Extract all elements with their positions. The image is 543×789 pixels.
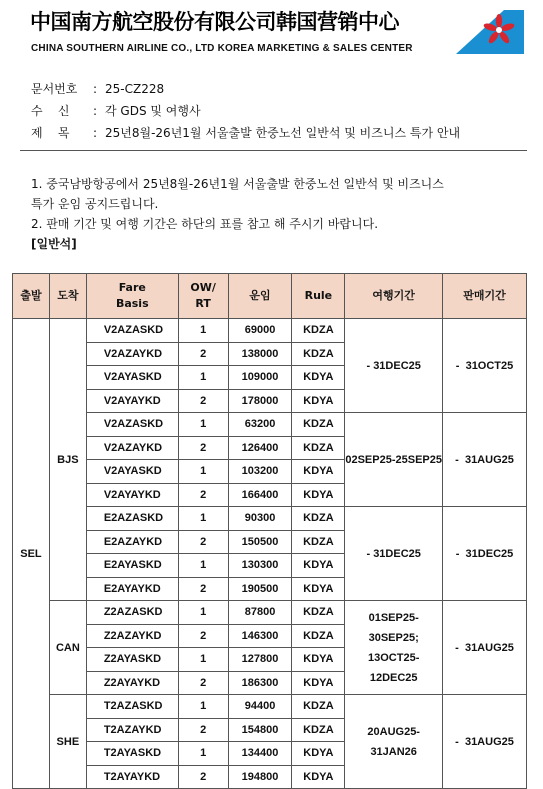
rule-cell: KDYA <box>292 671 345 695</box>
ow-rt-cell: 2 <box>178 577 228 601</box>
fare-amount-cell: 63200 <box>228 413 292 437</box>
fare-basis-cell: Z2AZAYKD <box>86 624 178 648</box>
ow-rt-cell: 2 <box>178 483 228 507</box>
travel-period-line: 13OCT25-12DEC25 <box>368 651 420 684</box>
ow-rt-cell: 2 <box>178 718 228 742</box>
fare-basis-cell: Z2AZASKD <box>86 601 178 625</box>
fare-basis-cell: V2AYASKD <box>86 460 178 484</box>
header-rule: Rule <box>292 274 345 319</box>
fare-amount-cell: 87800 <box>228 601 292 625</box>
fare-row <box>13 601 527 625</box>
fare-row <box>13 319 527 343</box>
rule-cell: KDZA <box>292 601 345 625</box>
fare-amount-cell: 103200 <box>228 460 292 484</box>
fare-amount-cell: 109000 <box>228 366 292 390</box>
letterhead <box>0 0 543 60</box>
fare-table <box>12 273 527 789</box>
fare-basis-cell: V2AZASKD <box>86 319 178 343</box>
destination-cell: SHE <box>49 695 86 789</box>
origin-cell: SEL <box>13 319 50 789</box>
travel-period-line: - 31DEC25 <box>366 547 421 560</box>
ow-rt-cell: 1 <box>178 507 228 531</box>
recipient-row <box>31 100 460 122</box>
ow-rt-cell: 2 <box>178 436 228 460</box>
rule-cell: KDYA <box>292 765 345 789</box>
company-title-chinese: 中国南方航空股份有限公司韩国营销中心 <box>30 10 399 34</box>
destination-cell: BJS <box>49 319 86 601</box>
header-sales-period: 판매기간 <box>443 274 527 319</box>
rule-cell: KDYA <box>292 483 345 507</box>
fare-basis-cell: T2AYAYKD <box>86 765 178 789</box>
fare-basis-cell: T2AYASKD <box>86 742 178 766</box>
fare-row <box>13 695 527 719</box>
meta-separator: : <box>93 126 98 140</box>
ow-rt-cell: 1 <box>178 742 228 766</box>
fare-amount-cell: 190500 <box>228 577 292 601</box>
sales-period-cell: - 31DEC25 <box>443 507 527 601</box>
rule-cell: KDYA <box>292 742 345 766</box>
rule-cell: KDYA <box>292 460 345 484</box>
fare-amount-cell: 186300 <box>228 671 292 695</box>
section-heading: [일반석] <box>31 237 77 251</box>
sales-period-cell: - 31OCT25 <box>443 319 527 413</box>
fare-basis-cell: E2AZASKD <box>86 507 178 531</box>
ow-rt-cell: 1 <box>178 460 228 484</box>
ow-rt-cell: 2 <box>178 530 228 554</box>
fare-amount-cell: 90300 <box>228 507 292 531</box>
rule-cell: KDZA <box>292 718 345 742</box>
header-fare-basis: Fare Basis <box>86 274 178 319</box>
recipient-label: 수 신 <box>31 104 70 118</box>
travel-period-line: - 31DEC25 <box>366 359 421 372</box>
destination-cell: CAN <box>49 601 86 695</box>
ow-rt-cell: 1 <box>178 366 228 390</box>
travel-period-line: 01SEP25-30SEP25; <box>368 611 419 644</box>
rule-cell: KDZA <box>292 695 345 719</box>
sales-period-cell: - 31AUG25 <box>443 601 527 695</box>
ow-rt-cell: 2 <box>178 765 228 789</box>
notice-line-3: 2. 판매 기간 및 여행 기간은 하단의 표를 참고 해 주시기 바랍니다. <box>31 217 379 231</box>
rule-cell: KDYA <box>292 389 345 413</box>
travel-period-cell <box>345 413 443 507</box>
ow-rt-cell: 2 <box>178 624 228 648</box>
rule-cell: KDZA <box>292 342 345 366</box>
notice-body <box>31 174 444 254</box>
subject-label: 제 목 <box>31 126 70 140</box>
company-title-english: CHINA SOUTHERN AIRLINE CO., LTD KOREA MARKETING & SALES CENTER <box>31 43 413 54</box>
fare-amount-cell: 69000 <box>228 319 292 343</box>
rule-cell: KDZA <box>292 624 345 648</box>
rule-cell: KDZA <box>292 436 345 460</box>
kapok-flower-logo-icon <box>452 8 526 56</box>
travel-period-cell <box>345 601 443 695</box>
ow-rt-cell: 2 <box>178 389 228 413</box>
fare-row <box>13 507 527 531</box>
fare-basis-cell: V2AZAYKD <box>86 436 178 460</box>
ow-rt-cell: 1 <box>178 695 228 719</box>
fare-basis-cell: V2AYASKD <box>86 366 178 390</box>
fare-amount-cell: 154800 <box>228 718 292 742</box>
fare-amount-cell: 178000 <box>228 389 292 413</box>
header-ow-rt: OW/ RT <box>178 274 228 319</box>
divider-line <box>20 150 527 151</box>
header-fare: 운임 <box>228 274 292 319</box>
fare-basis-cell: V2AZAYKD <box>86 342 178 366</box>
fare-basis-cell: E2AYAYKD <box>86 577 178 601</box>
notice-line-1: 1. 중국남방항공에서 25년8월-26년1월 서울출발 한중노선 일반석 및 비즈니스 <box>31 177 444 191</box>
ow-rt-cell: 1 <box>178 319 228 343</box>
travel-period-line: 02SEP25-25SEP25 <box>345 453 442 466</box>
rule-cell: KDYA <box>292 648 345 672</box>
travel-period-cell <box>345 319 443 413</box>
fare-amount-cell: 194800 <box>228 765 292 789</box>
header-origin: 출발 <box>13 274 50 319</box>
rule-cell: KDYA <box>292 577 345 601</box>
fare-basis-cell: T2AZAYKD <box>86 718 178 742</box>
rule-cell: KDYA <box>292 366 345 390</box>
sales-period-cell: - 31AUG25 <box>443 695 527 789</box>
subject-value: 25년8월-26년1월 서울출발 한중노선 일반석 및 비즈니스 특가 안내 <box>105 126 461 140</box>
travel-period-cell <box>345 695 443 789</box>
header-travel-period: 여행기간 <box>345 274 443 319</box>
fare-basis-cell: T2AZASKD <box>86 695 178 719</box>
rule-cell: KDZA <box>292 319 345 343</box>
rule-cell: KDZA <box>292 530 345 554</box>
fare-basis-cell: V2AYAYKD <box>86 389 178 413</box>
rule-cell: KDYA <box>292 554 345 578</box>
doc-number-label: 문서번호 <box>31 82 78 96</box>
travel-period-cell <box>345 507 443 601</box>
travel-period-line: 20AUG25-31JAN26 <box>367 725 420 758</box>
rule-cell: KDZA <box>292 507 345 531</box>
fare-row <box>13 413 527 437</box>
fare-basis-cell: Z2AYAYKD <box>86 671 178 695</box>
fare-basis-cell: V2AYAYKD <box>86 483 178 507</box>
fare-amount-cell: 126400 <box>228 436 292 460</box>
doc-number-value: 25-CZ228 <box>105 82 165 96</box>
fare-amount-cell: 94400 <box>228 695 292 719</box>
ow-rt-cell: 1 <box>178 648 228 672</box>
fare-amount-cell: 130300 <box>228 554 292 578</box>
ow-rt-cell: 1 <box>178 413 228 437</box>
ow-rt-cell: 1 <box>178 554 228 578</box>
sales-period-cell: - 31AUG25 <box>443 413 527 507</box>
fare-basis-cell: Z2AYASKD <box>86 648 178 672</box>
fare-basis-cell: V2AZASKD <box>86 413 178 437</box>
fare-amount-cell: 127800 <box>228 648 292 672</box>
doc-number-row <box>31 78 460 100</box>
header-destination: 도착 <box>49 274 86 319</box>
ow-rt-cell: 1 <box>178 601 228 625</box>
document-meta <box>31 78 460 144</box>
ow-rt-cell: 2 <box>178 671 228 695</box>
ow-rt-cell: 2 <box>178 342 228 366</box>
meta-separator: : <box>93 82 98 96</box>
fare-basis-cell: E2AYASKD <box>86 554 178 578</box>
fare-table-body <box>13 319 527 789</box>
recipient-value: 각 GDS 및 여행사 <box>105 104 201 118</box>
fare-amount-cell: 146300 <box>228 624 292 648</box>
notice-line-2: 특가 운임 공지드립니다. <box>31 197 159 211</box>
fare-amount-cell: 150500 <box>228 530 292 554</box>
fare-amount-cell: 134400 <box>228 742 292 766</box>
rule-cell: KDZA <box>292 413 345 437</box>
fare-table-header <box>13 274 527 319</box>
fare-amount-cell: 166400 <box>228 483 292 507</box>
fare-basis-cell: E2AZAYKD <box>86 530 178 554</box>
meta-separator: : <box>93 104 98 118</box>
fare-amount-cell: 138000 <box>228 342 292 366</box>
subject-row <box>31 122 460 144</box>
